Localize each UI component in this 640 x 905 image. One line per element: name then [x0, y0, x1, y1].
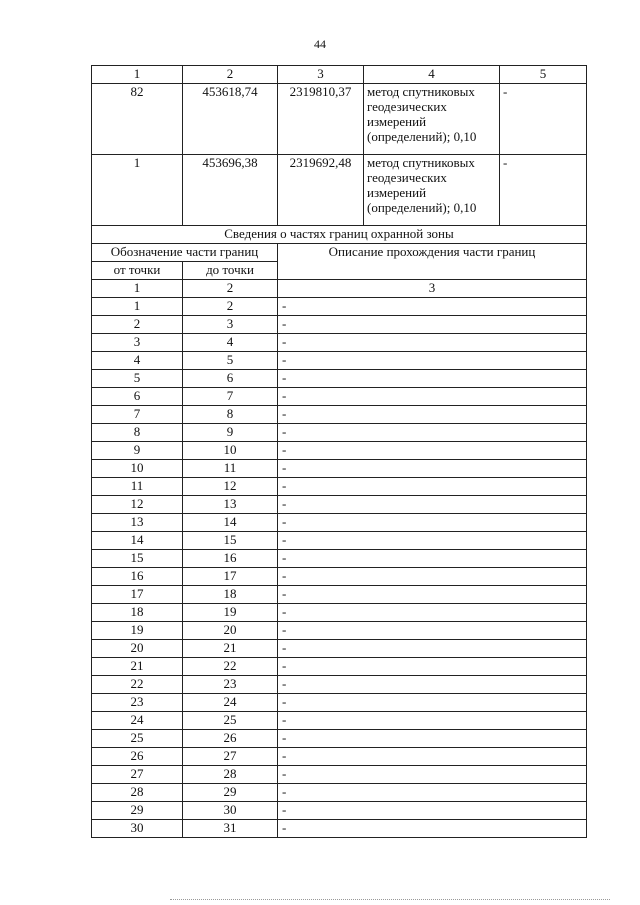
to-point: 30 — [183, 802, 278, 820]
col-header: 3 — [278, 66, 364, 84]
from-point: 6 — [92, 388, 183, 406]
to-point: 17 — [183, 568, 278, 586]
to-point: 6 — [183, 370, 278, 388]
from-point: 1 — [92, 298, 183, 316]
method-text: метод спутниковых геодезических измерений (определений); 0,10 — [364, 84, 500, 155]
col-number: 3 — [278, 280, 587, 298]
part-description: - — [278, 370, 587, 388]
point-number: 1 — [92, 155, 183, 226]
to-point: 18 — [183, 586, 278, 604]
page-number: 44 — [314, 37, 326, 51]
to-point: 7 — [183, 388, 278, 406]
y-coordinate: 2319692,48 — [278, 155, 364, 226]
table-row — [92, 442, 587, 460]
from-point: 12 — [92, 496, 183, 514]
part-description: - — [278, 442, 587, 460]
from-point: 14 — [92, 532, 183, 550]
table-row — [92, 316, 587, 334]
description-header: Описание прохождения части границ — [278, 244, 587, 280]
from-point: 15 — [92, 550, 183, 568]
from-point: 13 — [92, 514, 183, 532]
to-point-header: до точки — [183, 262, 278, 280]
from-point: 29 — [92, 802, 183, 820]
part-description: - — [278, 568, 587, 586]
to-point: 28 — [183, 766, 278, 784]
designation-header: Обозначение части границ — [92, 244, 278, 262]
to-point: 15 — [183, 532, 278, 550]
to-point: 12 — [183, 478, 278, 496]
table-row — [92, 460, 587, 478]
to-point: 23 — [183, 676, 278, 694]
from-point: 25 — [92, 730, 183, 748]
table-row — [92, 568, 587, 586]
table-row — [92, 352, 587, 370]
to-point: 24 — [183, 694, 278, 712]
to-point: 11 — [183, 460, 278, 478]
part-description: - — [278, 784, 587, 802]
table-row — [92, 622, 587, 640]
to-point: 14 — [183, 514, 278, 532]
from-point: 4 — [92, 352, 183, 370]
table-row — [92, 676, 587, 694]
to-point: 16 — [183, 550, 278, 568]
table-row — [92, 766, 587, 784]
page-bottom-artifact — [170, 899, 610, 903]
table-row — [92, 694, 587, 712]
from-point: 23 — [92, 694, 183, 712]
coords-row — [92, 155, 587, 226]
table-row — [92, 496, 587, 514]
note-text: - — [500, 155, 587, 226]
part-description: - — [278, 550, 587, 568]
from-point: 2 — [92, 316, 183, 334]
from-point: 28 — [92, 784, 183, 802]
table-row — [92, 550, 587, 568]
table-row — [92, 802, 587, 820]
part-description: - — [278, 604, 587, 622]
part-description: - — [278, 730, 587, 748]
table-row — [92, 586, 587, 604]
to-point: 20 — [183, 622, 278, 640]
to-point: 9 — [183, 424, 278, 442]
from-point: 10 — [92, 460, 183, 478]
part-description: - — [278, 514, 587, 532]
part-description: - — [278, 388, 587, 406]
table-row — [92, 388, 587, 406]
col-header: 4 — [364, 66, 500, 84]
part-description: - — [278, 316, 587, 334]
table-row — [92, 406, 587, 424]
part-description: - — [278, 676, 587, 694]
table-row — [92, 748, 587, 766]
x-coordinate: 453696,38 — [183, 155, 278, 226]
from-point: 26 — [92, 748, 183, 766]
part-description: - — [278, 748, 587, 766]
section-title-row — [92, 226, 587, 244]
to-point: 25 — [183, 712, 278, 730]
part-description: - — [278, 298, 587, 316]
table-row — [92, 532, 587, 550]
part-description: - — [278, 820, 587, 838]
x-coordinate: 453618,74 — [183, 84, 278, 155]
from-point: 20 — [92, 640, 183, 658]
table-row — [92, 514, 587, 532]
col-header: 1 — [92, 66, 183, 84]
to-point: 31 — [183, 820, 278, 838]
table-row — [92, 424, 587, 442]
from-point: 16 — [92, 568, 183, 586]
table-row — [92, 712, 587, 730]
to-point: 22 — [183, 658, 278, 676]
part-description: - — [278, 460, 587, 478]
part-description: - — [278, 766, 587, 784]
from-point: 22 — [92, 676, 183, 694]
part-description: - — [278, 478, 587, 496]
section-title: Сведения о частях границ охранной зоны — [92, 226, 587, 244]
part-description: - — [278, 586, 587, 604]
col-number: 1 — [92, 280, 183, 298]
to-point: 27 — [183, 748, 278, 766]
to-point: 19 — [183, 604, 278, 622]
method-text: метод спутниковых геодезических измерений (определений); 0,10 — [364, 155, 500, 226]
from-point: 17 — [92, 586, 183, 604]
part-description: - — [278, 334, 587, 352]
from-point: 9 — [92, 442, 183, 460]
to-point: 29 — [183, 784, 278, 802]
from-point: 19 — [92, 622, 183, 640]
from-point: 21 — [92, 658, 183, 676]
part-description: - — [278, 424, 587, 442]
parts-header-row — [92, 244, 587, 262]
from-point: 11 — [92, 478, 183, 496]
table-row — [92, 658, 587, 676]
from-point: 7 — [92, 406, 183, 424]
table-row — [92, 334, 587, 352]
to-point: 5 — [183, 352, 278, 370]
col-header: 5 — [500, 66, 587, 84]
table-row — [92, 640, 587, 658]
to-point: 4 — [183, 334, 278, 352]
part-description: - — [278, 622, 587, 640]
parts-column-numbers-row — [92, 280, 587, 298]
part-description: - — [278, 532, 587, 550]
part-description: - — [278, 352, 587, 370]
part-description: - — [278, 712, 587, 730]
boundary-table — [91, 65, 587, 838]
from-point-header: от точки — [92, 262, 183, 280]
point-number: 82 — [92, 84, 183, 155]
from-point: 30 — [92, 820, 183, 838]
from-point: 24 — [92, 712, 183, 730]
part-description: - — [278, 802, 587, 820]
from-point: 8 — [92, 424, 183, 442]
to-point: 2 — [183, 298, 278, 316]
to-point: 8 — [183, 406, 278, 424]
part-description: - — [278, 640, 587, 658]
from-point: 5 — [92, 370, 183, 388]
from-point: 27 — [92, 766, 183, 784]
table-row — [92, 370, 587, 388]
to-point: 21 — [183, 640, 278, 658]
y-coordinate: 2319810,37 — [278, 84, 364, 155]
from-point: 3 — [92, 334, 183, 352]
to-point: 10 — [183, 442, 278, 460]
table-row — [92, 604, 587, 622]
coords-row — [92, 84, 587, 155]
note-text: - — [500, 84, 587, 155]
table-row — [92, 820, 587, 838]
part-description: - — [278, 496, 587, 514]
col-number: 2 — [183, 280, 278, 298]
col-header: 2 — [183, 66, 278, 84]
to-point: 26 — [183, 730, 278, 748]
part-description: - — [278, 406, 587, 424]
part-description: - — [278, 658, 587, 676]
to-point: 3 — [183, 316, 278, 334]
table-row — [92, 730, 587, 748]
table-row — [92, 784, 587, 802]
to-point: 13 — [183, 496, 278, 514]
from-point: 18 — [92, 604, 183, 622]
part-description: - — [278, 694, 587, 712]
table-row — [92, 298, 587, 316]
coords-header-row — [92, 66, 587, 84]
table-row — [92, 478, 587, 496]
